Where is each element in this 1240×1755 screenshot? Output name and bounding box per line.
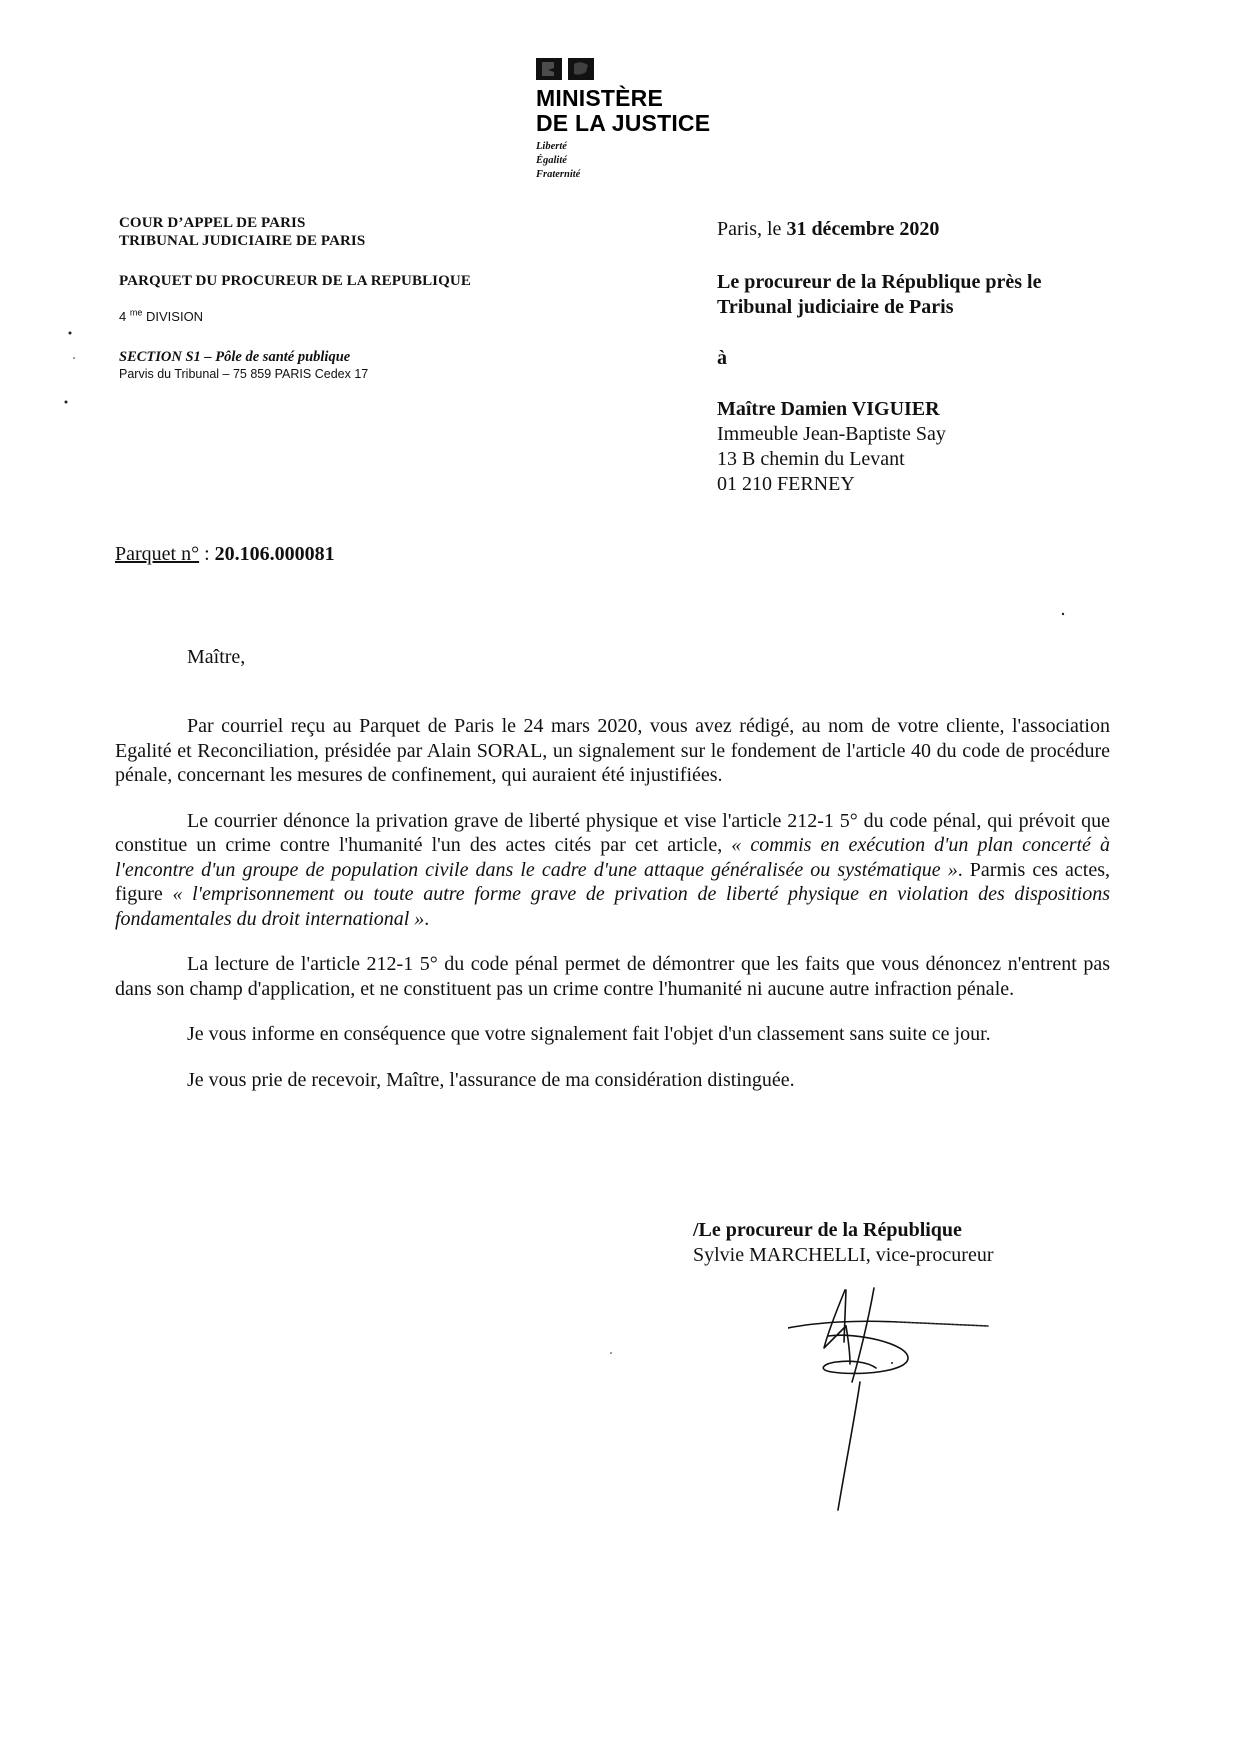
division — [119, 309, 203, 325]
paragraph-2-intro: Le courrier dénonce la privation grave de liberté physique et vise l'article 212-1 5° du code pénal, qui prévoit que constitue un crime contre l'humanité l'un des actes cités par cet article, — [115, 809, 1110, 856]
motto-liberte: Liberté — [536, 141, 567, 152]
sender-title-line1: Le procureur de la République près le — [717, 271, 1042, 293]
salutation: Maître, — [187, 646, 246, 668]
letter-body — [115, 714, 1110, 1113]
handwritten-signature — [788, 1282, 1008, 1512]
recipient-address-line1: Immeuble Jean-Baptiste Say — [717, 423, 946, 445]
reference-number: 20.106.000081 — [214, 543, 335, 565]
reference-label: Parquet n° — [115, 543, 200, 565]
motto-egalite: Égalité — [536, 155, 567, 166]
sender-title — [717, 270, 1177, 320]
signatory-title: /Le procureur de la République — [693, 1219, 962, 1241]
ministry-name-line1: MINISTÈRE — [536, 85, 664, 111]
ministry-name — [536, 86, 736, 136]
sender-title-line2: Tribunal judiciaire de Paris — [717, 296, 954, 318]
paragraph-5: Je vous prie de recevoir, Maître, l'assurance de ma considération distinguée. — [187, 1068, 795, 1091]
reference-separator: : — [199, 543, 215, 565]
office-name: PARQUET DU PROCUREUR DE LA REPUBLIQUE — [119, 273, 471, 289]
paragraph-2-middle: . Parmis ces actes, figure — [115, 858, 1110, 905]
paragraph-3: La lecture de l'article 212-1 5° du code pénal permet de démontrer que les faits que vous dénoncez n'entrent pas dans son champ d'application, et ne constituent pas un crime contre l'humanité ni aucune autre infraction pénale. — [115, 953, 1110, 1000]
recipient-address-line2: 13 B chemin du Levant — [717, 448, 905, 470]
paragraph-2-quote-2: « l'emprisonnement ou toute autre forme grave de privation de liberté physique en violation des dispositions fondamentales du droit international » — [115, 883, 1110, 930]
signatory-name: Sylvie MARCHELLI, vice-procureur — [693, 1244, 994, 1266]
court-line2: TRIBUNAL JUDICIAIRE DE PARIS — [119, 233, 366, 249]
recipient-name: Maître Damien VIGUIER — [717, 398, 940, 420]
parquet-reference — [115, 542, 335, 567]
motto-fraternite: Fraternité — [536, 169, 581, 180]
date-value: 31 décembre 2020 — [786, 218, 940, 240]
recipient-address-line3: 01 210 FERNEY — [717, 473, 855, 495]
to-word: à — [717, 347, 727, 369]
paragraph-4: Je vous informe en conséquence que votre signalement fait l'objet d'un classement sans suite ce jour. — [187, 1023, 991, 1045]
court-name — [119, 214, 365, 250]
paragraph-2-end: . — [424, 907, 430, 930]
signature-block — [693, 1218, 993, 1268]
marianne-emblem-icon — [536, 58, 594, 80]
paragraph-2 — [115, 809, 1110, 932]
ministry-logo — [536, 58, 736, 182]
division-number: 4 — [119, 309, 127, 324]
court-line1: COUR D’APPEL DE PARIS — [119, 215, 306, 231]
paragraph-1: Par courriel reçu au Parquet de Paris le 24 mars 2020, vous avez rédigé, au nom de votre cliente, l'association Egalité et Reconciliation, présidée par Alain SORAL, un signalement sur le fondement de l'article 40 du code de procédure pénale, concernant les mesures de confinement, qui auraient été injustifiées. — [115, 715, 1110, 786]
letter-date — [717, 217, 1177, 242]
ministry-name-line2: DE LA JUSTICE — [536, 110, 711, 136]
paragraph-2-quote-1: « commis en exécution d'un plan concerté à l'encontre d'un groupe de population civile dans le cadre d'une attaque généralisée ou systématique » — [115, 834, 1110, 881]
division-suffix: me — [129, 307, 143, 318]
recipient-block — [717, 397, 1177, 497]
section-name: SECTION S1 – Pôle de santé publique — [119, 349, 351, 365]
sender-address: Parvis du Tribunal – 75 859 PARIS Cedex 17 — [119, 367, 369, 381]
division-label: DIVISION — [146, 309, 204, 324]
republic-motto — [536, 140, 736, 182]
date-prefix: Paris, le — [717, 218, 787, 240]
